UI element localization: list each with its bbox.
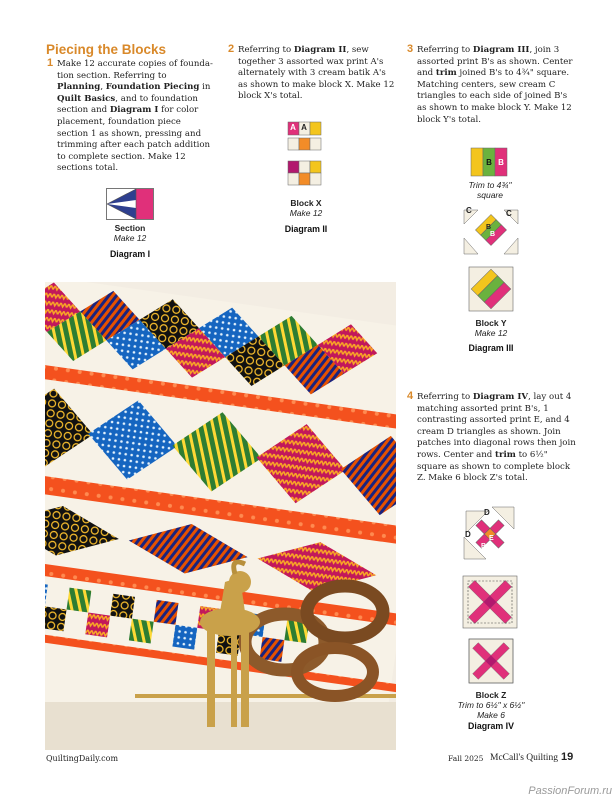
diagram-iv-block-z [468, 638, 514, 684]
diagram-iii-letter-b: B [498, 158, 504, 167]
diagram-iv-label: Diagram IV [468, 721, 514, 731]
diagram-iii-trim: Trim to 4¾" square [468, 180, 512, 200]
footer-issue: Fall 2025 [448, 754, 484, 763]
step-number: 4 [407, 390, 414, 402]
diagram-iv-trim [460, 573, 520, 631]
watermark: PassionForum.ru [528, 785, 612, 797]
step-3: 3 Referring to Diagram III, join 3 assorted print B's as shown. Center and trim joined B's to 4¾" square. Matching centers, sew cream C triangles to each side of joined B's as shown to make block Y. Make 12 block Y's total. [407, 43, 573, 125]
step-1: 1 Make 12 accurate copies of founda-tion section. Referring to Planning, Foundation Piecing in Quilt Basics, and to foundation section and Diagram I for color placement, foundation piece section 1 as shown, pressing and trimming after each patch addition to complete section. Make 12 sections total. [47, 57, 213, 174]
diagram-i-label: Diagram I [109, 249, 151, 259]
diagram-iii-letter-c: C [506, 209, 512, 218]
diagram-ii-letter-a: A [301, 123, 307, 132]
diagram-iii-letter-b: B [486, 224, 492, 231]
diagram-iv-letter-e: E [489, 535, 494, 542]
diagram-iv-letter-d: D [465, 530, 471, 539]
diagram-iv-caption: Block Z Trim to 6½" x 6½" Make 6 [457, 690, 525, 720]
step-number: 3 [407, 43, 414, 55]
diagram-i-section [106, 188, 154, 220]
diagram-iv-letter-b: B [481, 543, 487, 550]
diagram-iii-block-y [468, 266, 514, 312]
section-heading: Piecing the Blocks [46, 42, 167, 57]
diagram-i-caption: Section Make 12 [113, 223, 147, 243]
step-number: 2 [228, 43, 235, 55]
diagram-iii-letter-b: B [486, 158, 492, 167]
diagram-iii-letter-c: C [466, 206, 472, 215]
step-4: 4 Referring to Diagram IV, lay out 4 matching assorted print B's, 1 contrasting assorted print E, and 4 cream D triangles as shown. Join patches into diagonal rows then join rows. Center and trim to 6½" square as shown to complete block Z. Make 6 block Z's total. [407, 390, 576, 484]
diagram-iv-letter-d: D [484, 508, 490, 517]
step-number: 1 [47, 57, 54, 69]
diagram-ii-label: Diagram II [284, 224, 328, 234]
diagram-ii-letter-a: A [290, 123, 296, 132]
diagram-iii-letter-b: B [490, 231, 496, 238]
step-2: 2 Referring to Diagram II, sew together 3 assorted wax print A's alternately with 3 cream batik A's as shown to make block X. Make 12 block X's total. [228, 43, 395, 102]
diagram-iii-label: Diagram III [468, 343, 514, 353]
diagram-ii-caption: Block X Make 12 [289, 198, 323, 218]
quilt-photo [45, 282, 396, 750]
page-number: 19 [561, 751, 574, 763]
diagram-iii-caption: Block Y Make 12 [474, 318, 508, 338]
footer-website: QuiltingDaily.com [46, 754, 119, 763]
footer-magazine: McCall's Quilting [490, 753, 558, 763]
